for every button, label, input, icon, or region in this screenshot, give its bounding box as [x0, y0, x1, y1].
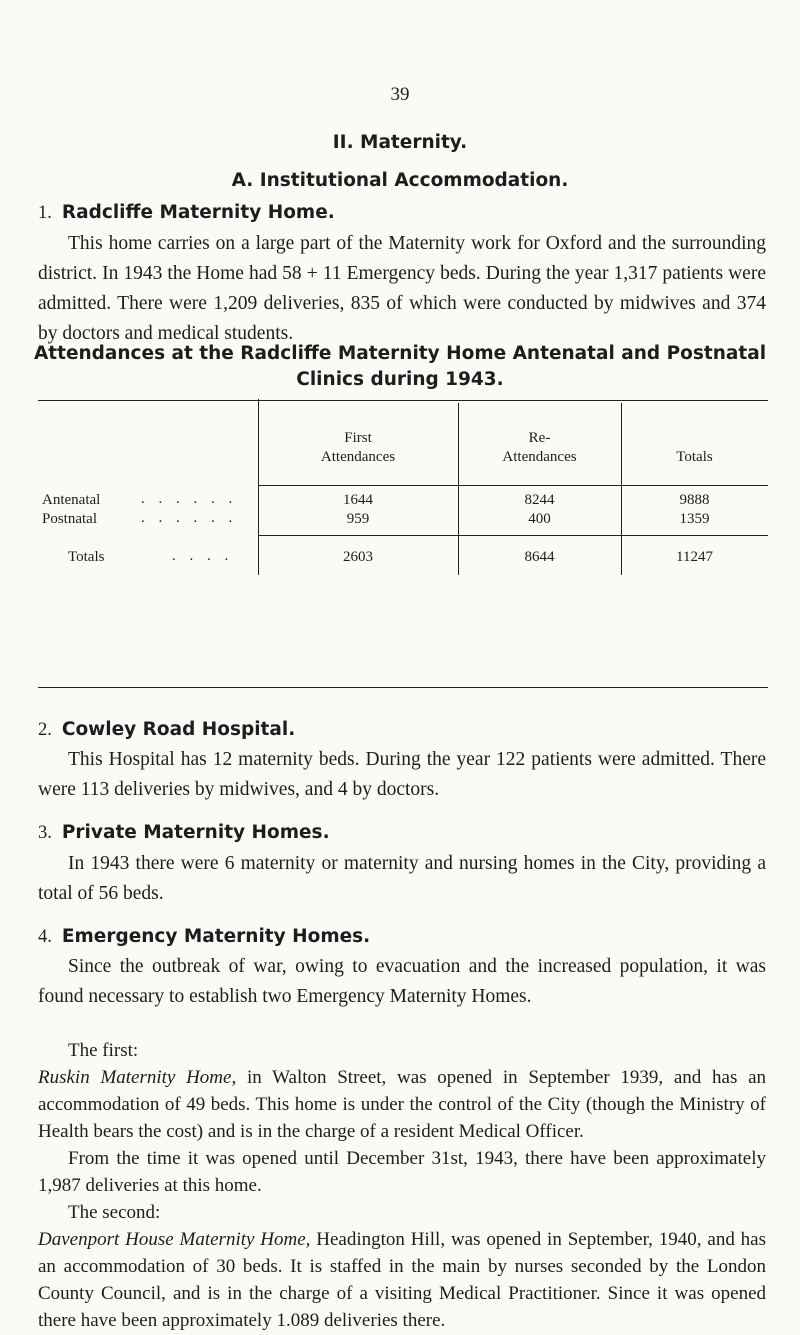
- ruskin-deliveries: From the time it was opened until December 31st, 1943, there have been approximately 1,987 deliveries at this home.: [38, 1148, 766, 1196]
- cell-postnatal-first: 959: [346, 511, 370, 527]
- cell-totals-re: 8644: [524, 549, 555, 565]
- table-title-line-2: Clinics during 1943.: [296, 369, 504, 390]
- davenport-deliveries: Since it was opened there have been approximately 1.089 deliveries there.: [38, 1283, 766, 1331]
- first-home-label: The first:: [68, 1040, 139, 1061]
- attendance-table: [38, 399, 768, 689]
- header-first-attendances: First Attendances: [320, 430, 396, 465]
- table-header-rule: [258, 485, 768, 486]
- cell-antenatal-re: 8244: [524, 492, 555, 508]
- row-leader-postnatal: . . . . . .: [141, 510, 238, 526]
- section-2-heading: [38, 719, 295, 741]
- table-subtotal-rule: [258, 535, 768, 536]
- section-1-heading: [38, 202, 335, 224]
- table-title-line-1: Attendances at the Radcliffe Maternity Home Antenatal and Postnatal: [33, 343, 767, 364]
- row-label-antenatal: Antenatal: [42, 492, 101, 508]
- section-4-number: 4.: [38, 927, 52, 947]
- row-label-postnatal: Postnatal: [42, 511, 97, 527]
- section-4-intro: Since the outbreak of war, owing to evacuation and the increased population, it was found necessary to establish two Emergency Maternity Homes.: [38, 956, 766, 1007]
- section-3-text: In 1943 there were 6 maternity or maternity and nursing homes in the City, providing a total of 56 beds.: [38, 853, 766, 904]
- cell-totals-first: 2603: [343, 549, 373, 565]
- section-4-heading: [38, 926, 370, 948]
- section-2-number: 2.: [38, 720, 52, 740]
- ruskin-home-name: Ruskin Maternity Home,: [38, 1067, 237, 1088]
- ruskin-home-text: in Walton Street, was opened in September 1939, and has an accommodation of 49 beds. This home is under the control of the City (though the Ministry of Health bears the cost) and is in the charge of a resident Medical Officer.: [38, 1067, 767, 1142]
- section-3-title: Private Maternity Homes.: [61, 822, 330, 843]
- cell-postnatal-total: 1359: [679, 511, 710, 527]
- section-2-text: This Hospital has 12 maternity beds. During the year 122 patients were admitted. There were 113 deliveries by midwives, and 4 by doctors.: [38, 749, 766, 800]
- row-leader-totals: . . . .: [172, 548, 234, 564]
- cell-antenatal-total: 9888: [679, 492, 710, 508]
- section-1-title: Radcliffe Maternity Home.: [61, 202, 335, 223]
- row-leader-antenatal: . . . . . .: [141, 491, 238, 507]
- table-bottom-rule: [38, 687, 768, 688]
- second-home-label: The second:: [68, 1202, 161, 1223]
- davenport-home-text: Headington Hill, was opened in September, 1940, and has an accommodation of 30 beds. It is staffed in the main by nurses seconded by the London County Council, and is in the charge of a visiting Medical Practitioner.: [38, 1229, 767, 1304]
- davenport-paragraph: [38, 1226, 766, 1334]
- section-1-text: This home carries on a large part of the Maternity work for Oxford and the surrounding district. In 1943 the Home had 58 + 11 Emergency beds. During the year 1,317 patients were admitted. There were 1,209 deliveries, 835 of which were conducted by midwives and 374 by doctors and medical students.: [38, 233, 766, 344]
- header-totals: Totals: [676, 449, 713, 465]
- davenport-home-name: Davenport House Maternity Home,: [38, 1229, 311, 1250]
- section-2-title: Cowley Road Hospital.: [61, 719, 296, 740]
- ruskin-paragraph: [38, 1064, 766, 1145]
- table-top-rule: [38, 400, 768, 401]
- header-re-attendances: Re- Attendances: [502, 430, 577, 465]
- cell-antenatal-first: 1644: [343, 492, 373, 508]
- page-number: 39: [390, 84, 410, 105]
- section-3-heading: [38, 822, 330, 844]
- row-label-totals: Totals: [68, 549, 105, 565]
- cell-totals-total: 11247: [676, 549, 713, 565]
- subsection-title: A. Institutional Accommodation.: [231, 170, 569, 191]
- cell-postnatal-re: 400: [528, 511, 551, 527]
- section-1-number: 1.: [38, 203, 52, 223]
- section-title: II. Maternity.: [332, 132, 468, 153]
- section-3-number: 3.: [38, 823, 52, 843]
- section-4-title: Emergency Maternity Homes.: [61, 926, 371, 947]
